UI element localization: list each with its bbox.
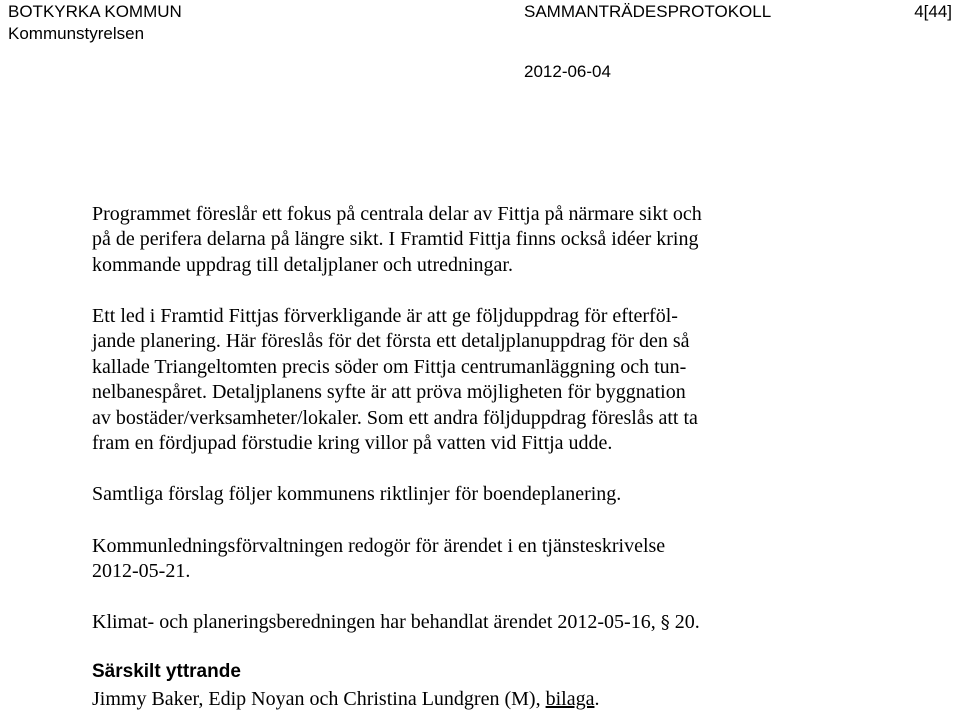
department-name: Kommunstyrelsen [8, 24, 145, 43]
paragraph-committee [92, 610, 952, 635]
paragraph-guidelines [92, 482, 952, 507]
text-line: Ett led i Framtid Fittjas förverkligande är att ge följduppdrag för efterföl- [92, 305, 678, 327]
paragraph-programme [92, 202, 952, 278]
paragraph-report [92, 534, 952, 585]
text-line: kommande uppdrag till detaljplaner och utredningar. [92, 253, 513, 276]
organization-name: BOTKYRKA KOMMUN [8, 2, 182, 21]
text-line: Samtliga förslag följer kommunens riktlinjer för boendeplanering. [92, 483, 622, 505]
section-heading: Särskilt yttrande [92, 661, 241, 682]
section-number: 20. [674, 611, 700, 633]
document-type: SAMMANTRÄDESPROTOKOLL [524, 2, 772, 21]
meeting-date: 2012-06-04 [524, 62, 611, 81]
text-line: Programmet föreslår ett fokus på centrala delar av Fittja på närmare sikt och [92, 203, 702, 225]
text-line: fram en fördjupad förstudie kring villor på vatten vid Fittja udde. [92, 432, 613, 455]
statement-text: Jimmy Baker, Edip Noyan och Christina Lundgren (M), [92, 688, 541, 710]
committee-text: Klimat- och planeringsberedningen har behandlat ärendet 2012-05-16, [92, 611, 656, 633]
text-line: 2012-05-21. [92, 560, 191, 583]
section-symbol: § [660, 612, 670, 633]
paragraph-statement [92, 687, 952, 712]
text-line: nelbanespåret. Detaljplanens syfte är att pröva möjligheten för byggnation [92, 381, 686, 404]
text-line [92, 610, 952, 635]
text-line: av bostäder/verksamheter/lokaler. Som ett andra följduppdrag föreslås att ta [92, 406, 698, 429]
page-number: 4[44] [914, 2, 952, 21]
text-line [92, 687, 952, 712]
attachment-link[interactable]: bilaga [545, 688, 595, 710]
text-line: kallade Triangeltomten precis söder om Fittja centrumanläggning och tun- [92, 355, 687, 378]
statement-end: . [594, 688, 600, 710]
text-line: Kommunledningsförvaltningen redogör för ärendet i en tjänsteskrivelse [92, 535, 666, 557]
text-line: på de perifera delarna på längre sikt. I Framtid Fittja finns också idéer kring [92, 228, 699, 251]
text-line: jande planering. Här föreslås för det första ett detaljplanuppdrag för den så [92, 330, 690, 353]
paragraph-follow-up [92, 304, 952, 456]
